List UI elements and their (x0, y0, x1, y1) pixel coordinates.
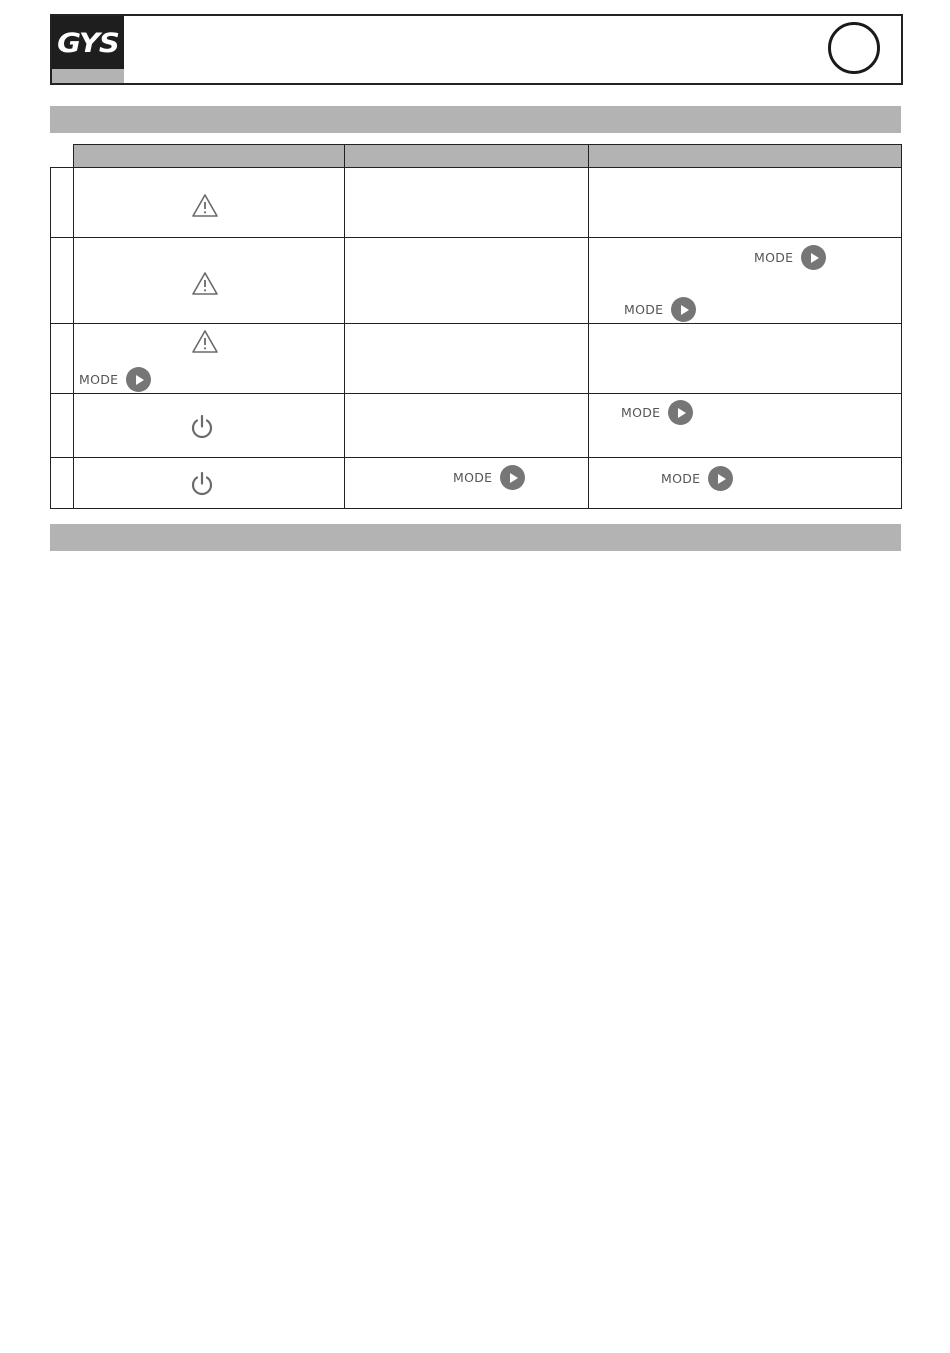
solution-cell (589, 458, 902, 509)
play-icon (708, 466, 733, 491)
mode-label: MODE (621, 405, 661, 420)
mode-button[interactable] (79, 367, 151, 392)
warning-icon (191, 271, 219, 302)
header-number-cell (51, 145, 74, 168)
play-icon (801, 245, 826, 270)
table-row (51, 324, 902, 394)
mode-button[interactable] (624, 297, 696, 322)
column-header-fault (74, 145, 345, 168)
warning-icon (191, 193, 219, 224)
cause-cell (345, 324, 589, 394)
header-box (50, 14, 903, 85)
row-number (51, 458, 74, 509)
solution-cell (589, 238, 902, 324)
row-number (51, 168, 74, 238)
section-bar-2 (50, 524, 901, 551)
play-icon (668, 400, 693, 425)
column-header-solution (589, 145, 902, 168)
fault-cell (74, 168, 345, 238)
solution-cell (589, 324, 902, 394)
fault-cell (74, 394, 345, 458)
row-number (51, 394, 74, 458)
mode-label: MODE (453, 470, 493, 485)
fault-table (50, 144, 902, 509)
mode-button[interactable] (453, 465, 525, 490)
cause-cell (345, 238, 589, 324)
language-badge (828, 22, 880, 74)
mode-label: MODE (661, 471, 701, 486)
power-icon (190, 471, 214, 502)
cause-cell (345, 458, 589, 509)
section-bar-1 (50, 106, 901, 133)
fault-cell (74, 238, 345, 324)
table-row (51, 458, 902, 509)
play-icon (126, 367, 151, 392)
mode-label: MODE (79, 372, 119, 387)
cause-cell (345, 168, 589, 238)
warning-icon (191, 329, 219, 360)
mode-button[interactable] (621, 400, 693, 425)
mode-label: MODE (624, 302, 664, 317)
table-row (51, 238, 902, 324)
row-number (51, 238, 74, 324)
solution-cell (589, 394, 902, 458)
cause-cell (345, 394, 589, 458)
mode-label: MODE (754, 250, 794, 265)
column-header-cause (345, 145, 589, 168)
logo-band (52, 69, 124, 83)
mode-button[interactable] (661, 466, 733, 491)
table-row (51, 394, 902, 458)
solution-cell (589, 168, 902, 238)
gys-logo (52, 16, 124, 83)
power-icon (190, 414, 214, 445)
row-number (51, 324, 74, 394)
mode-button[interactable] (754, 245, 826, 270)
fault-cell (74, 324, 345, 394)
table-row (51, 168, 902, 238)
table-header-row (51, 145, 902, 168)
play-icon (500, 465, 525, 490)
fault-cell (74, 458, 345, 509)
play-icon (671, 297, 696, 322)
logo-text: GYS (57, 28, 119, 59)
